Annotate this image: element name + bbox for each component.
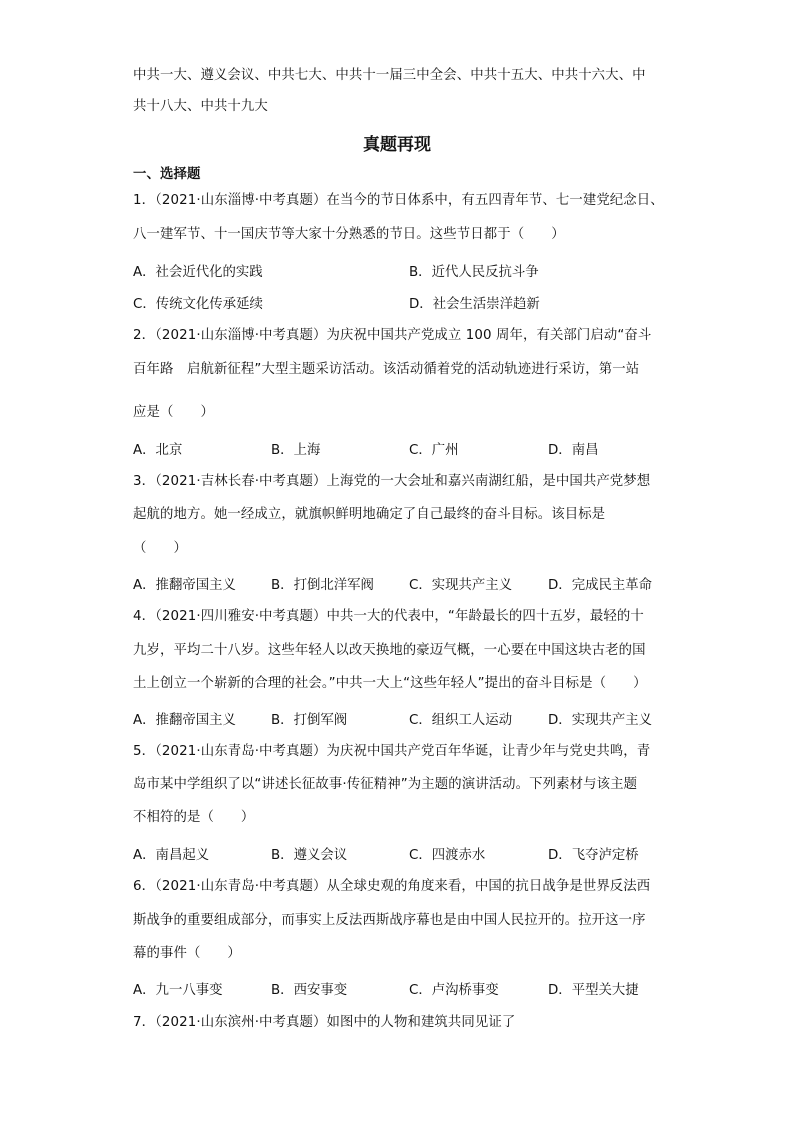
question-4-line-3: 土上创立一个崭新的合理的社会。”中共一大上“这些年轻人”提出的奋斗目标是（ ） [133,676,647,691]
section-heading: 一、选择题 [133,167,201,182]
question-4-line-2: 九岁，平均二十八岁。这些年轻人以改天换地的豪迈气概，一心要在中国这块古老的国 [133,643,646,658]
question-1-option-d: D．社会生活崇洋趋新 [409,297,540,312]
question-1-option-b: B．近代人民反抗斗争 [409,265,539,280]
question-5-option-a: A．南昌起义 [133,848,210,863]
question-2-option-d: D．南昌 [548,443,599,458]
question-3-option-c: C．实现共产主义 [409,578,513,593]
question-5-line-1: 5．（2021·山东青岛·中考真题）为庆祝中国共产党百年华诞，让青少年与党史共鸣，青 [133,744,651,759]
section-title: 真题再现 [363,135,431,155]
question-3-line-3: （ ） [133,541,187,556]
question-7-line-1: 7．（2021·山东滨州·中考真题）如图中的人物和建筑共同见证了 [133,1015,516,1030]
intro-line-2: 共十八大、中共十九大 [133,99,268,114]
question-2-line-2: 百年路 启航新征程”大型主题采访活动。该活动循着党的活动轨迹进行采访，第一站 [133,362,640,377]
question-6-option-c: C．卢沟桥事变 [409,983,499,998]
question-3-line-2: 起航的地方。她一经成立，就旗帜鲜明地确定了自己最终的奋斗目标。该目标是 [133,507,606,522]
question-3-option-b: B．打倒北洋军阀 [271,578,374,593]
question-2-option-b: B．上海 [271,443,321,458]
question-2-line-3: 应是（ ） [133,405,214,420]
question-2-line-1: 2．（2021·山东淄博·中考真题）为庆祝中国共产党成立 100 周年，有关部门启动“奋斗 [133,328,652,343]
question-4-option-c: C．组织工人运动 [409,713,513,728]
question-2-option-c: C．广州 [409,443,459,458]
question-1-option-c: C．传统文化传承延续 [133,297,263,312]
question-3-line-1: 3．（2021·吉林长春·中考真题）上海党的一大会址和嘉兴南湖红船，是中国共产党梦想 [133,474,651,489]
question-4-option-d: D．实现共产主义 [548,713,653,728]
question-5-option-b: B．遵义会议 [271,848,348,863]
question-6-option-d: D．平型关大捷 [548,983,639,998]
question-1-line-1: 1．（2021·山东淄博·中考真题）在当今的节日体系中，有五四青年节、七一建党纪念日、 [133,193,664,208]
question-1-option-a: A．社会近代化的实践 [133,265,263,280]
question-6-line-3: 幕的事件（ ） [133,946,241,961]
question-6-line-2: 斯战争的重要组成部分，而事实上反法西斯战序幕也是由中国人民拉开的。拉开这一序 [133,913,646,928]
question-4-option-a: A．推翻帝国主义 [133,713,236,728]
question-6-option-b: B．西安事变 [271,983,348,998]
question-5-line-3: 不相符的是（ ） [133,810,255,825]
question-6-option-a: A．九一八事变 [133,983,223,998]
question-2-option-a: A．北京 [133,443,183,458]
question-3-option-a: A．推翻帝国主义 [133,578,236,593]
question-4-option-b: B．打倒军阀 [271,713,348,728]
intro-line-1: 中共一大、遵义会议、中共七大、中共十一届三中全会、中共十五大、中共十六大、中 [133,68,646,83]
question-5-line-2: 岛市某中学组织了以“讲述长征故事·传征精神”为主题的演讲活动。下列素材与该主题 [133,777,638,792]
question-5-option-d: D．飞夺泸定桥 [548,848,639,863]
question-1-line-2: 八一建军节、十一国庆节等大家十分熟悉的节日。这些节日都于（ ） [133,227,565,242]
question-4-line-1: 4．（2021·四川雅安·中考真题）中共一大的代表中，“年龄最长的四十五岁，最轻的十 [133,609,644,624]
question-5-option-c: C．四渡赤水 [409,848,486,863]
question-6-line-1: 6．（2021·山东青岛·中考真题）从全球史观的角度来看，中国的抗日战争是世界反法西 [133,879,651,894]
question-3-option-d: D．完成民主革命 [548,578,653,593]
